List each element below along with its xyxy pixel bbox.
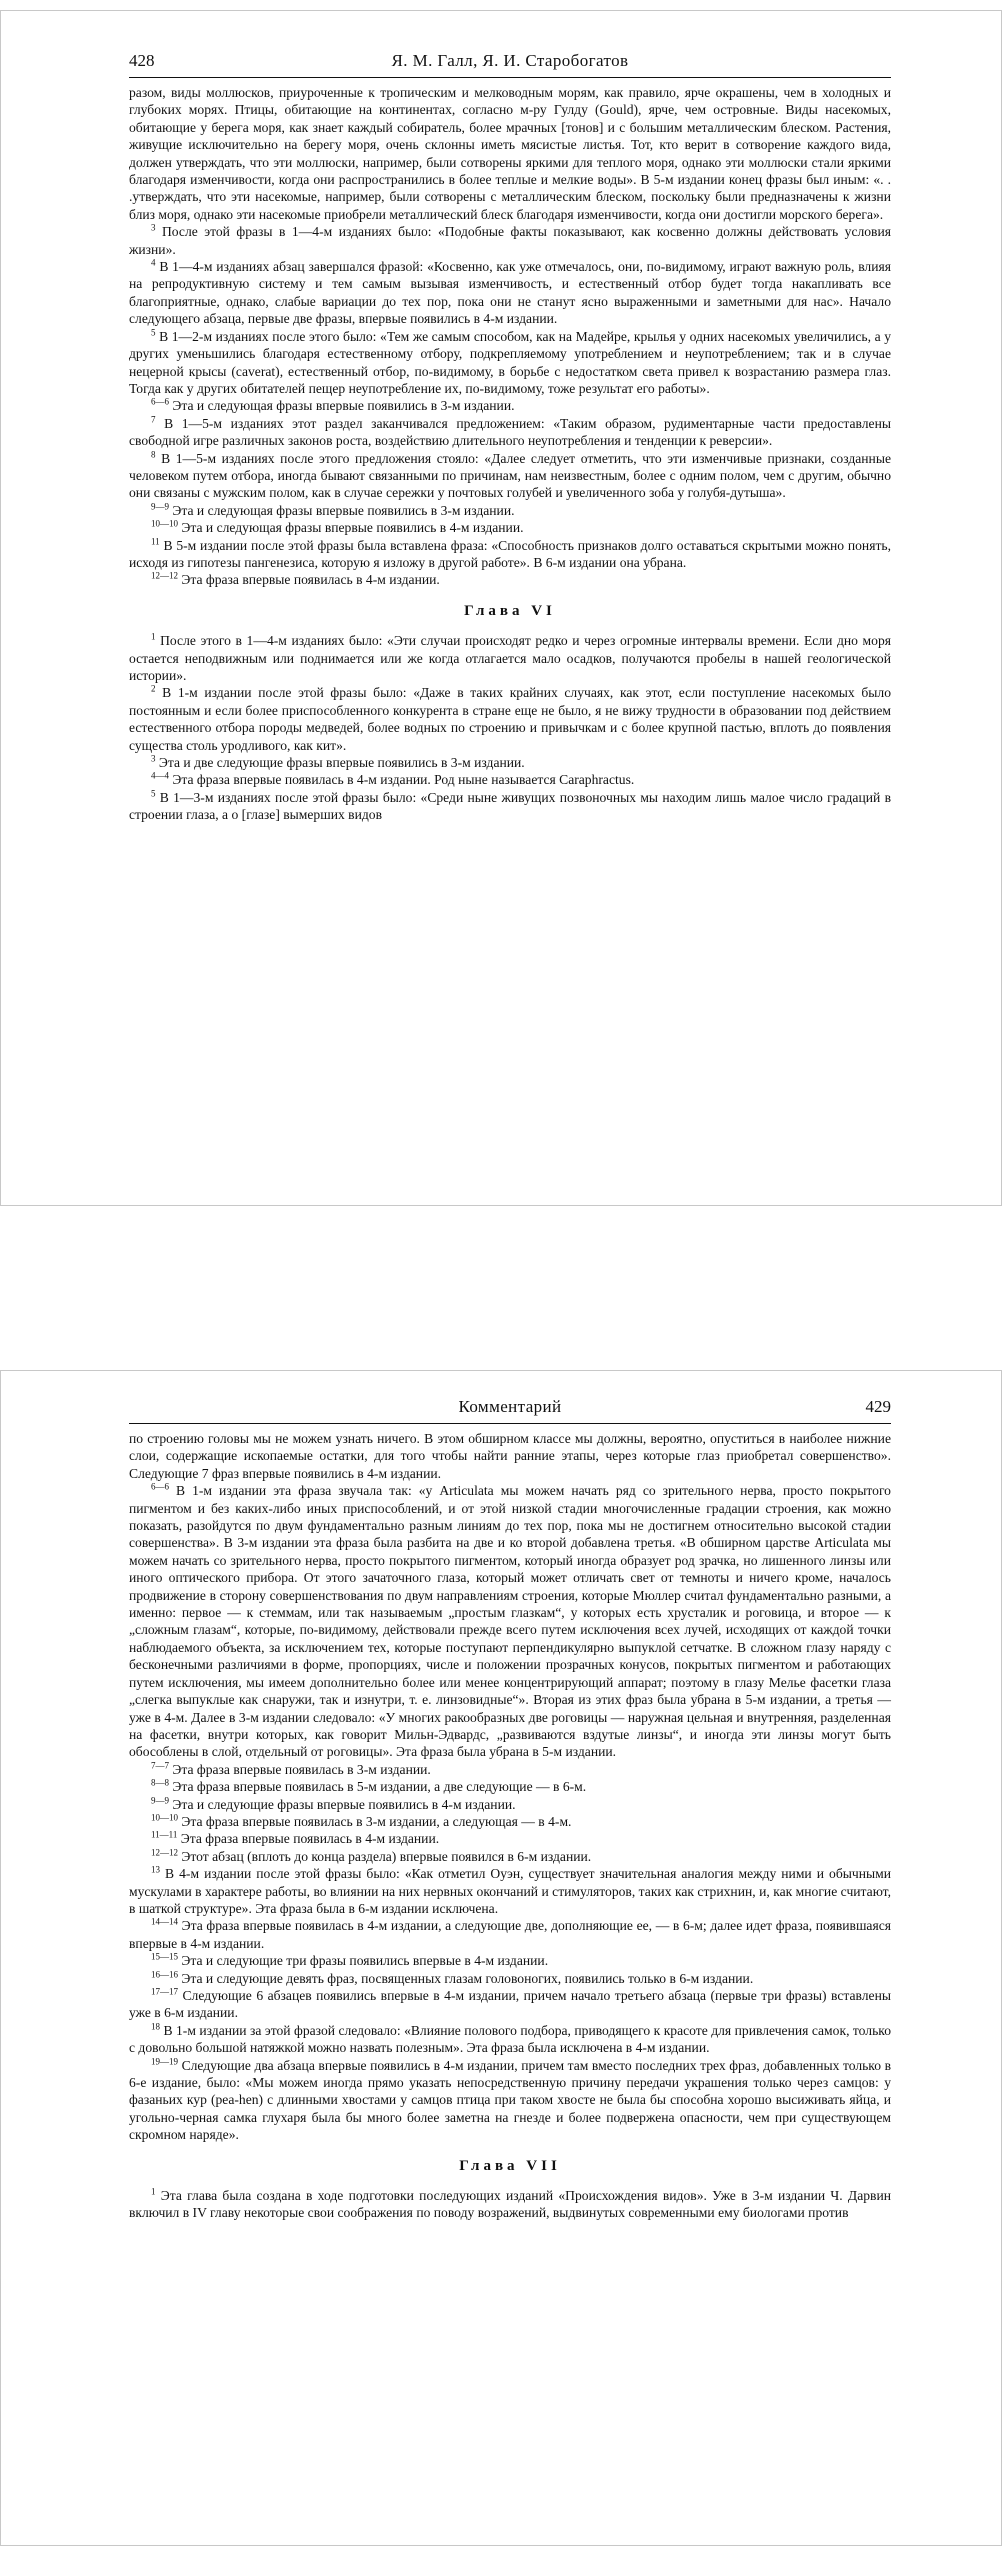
footnote-text: разом, виды моллюсков, приуроченные к тропическим и мелководным морям, как правило, ярче окрашены, чем в холодных и глубоких морях. Птицы, обитающие на континентах, согласно м-ру Гулду (Gould), ярче, чем островные. Виды насекомых, обитающие у берега моря, как знает каждый собиратель, более мрачных [тонов] и с большим металлическим блеском. Растения, живущие исключительно на берегу моря, очень склонны иметь мясистые листья. Тот, кто верит в сотворение каждого вида, должен утверждать, что эти моллюски, например, были сотворены яркими для теплого моря, однако эти моллюски стали яркими благодаря изменчивости, когда они распространились в более теплые и мелкие воды». В 5-м издании конец фразы был иным: «. . .утверждать, что эти насекомые, например, были сотворены с металлическим блеском, поскольку были предназначены к жизни близ моря, однако эти насекомые приобрели металлический блеск благодаря изменчивости, когда они достигли морского берега». [129, 85, 891, 222]
footnote-number: 10—10 [151, 518, 178, 529]
page-number: 429 [865, 1397, 891, 1416]
notes-block [129, 1430, 891, 2144]
footnote-text: Эта и следующая фразы впервые появились в 3-м издании. [172, 398, 515, 414]
footnote-text: Эта фраза впервые появилась в 4-м издании. Род ныне называется Caraphractus. [172, 772, 635, 788]
running-head-title: Комментарий [458, 1397, 562, 1416]
footnote-number: 16—16 [151, 1969, 178, 1980]
footnote-number: 6—6 [151, 1481, 169, 1492]
footnote-text: Эта фраза впервые появилась в 4-м издании. [181, 572, 440, 588]
footnote-paragraph [129, 1987, 891, 2022]
footnote-text: Следующие 6 абзацев появились впервые в 4-м издании, причем начало третьего абзаца (первые три фразы) вставлены уже в 6-м издании. [129, 1988, 891, 2021]
footnote-paragraph [129, 1830, 891, 1847]
notes-block [129, 84, 891, 589]
chapter-heading: Глава VI [464, 602, 556, 619]
footnote-number: 12—12 [151, 1847, 178, 1858]
footnote-text: Эта и две следующие фразы впервые появились в 3-м издании. [158, 755, 525, 771]
footnote-paragraph [129, 450, 891, 502]
footnote-paragraph [129, 571, 891, 588]
footnote-number: 10—10 [151, 1812, 178, 1823]
page-429 [0, 1370, 1002, 2546]
page-428 [0, 10, 1002, 1206]
footnote-number: 8 [151, 449, 156, 459]
footnote-number: 3 [151, 222, 156, 233]
footnote-text: Эта и следующие три фразы появились впервые в 4-м издании. [181, 1953, 549, 1969]
footnote-paragraph [129, 684, 891, 754]
footnote-text: Эта и следующие фразы впервые появились в 4-м издании. [172, 1796, 516, 1812]
footnote-paragraph [129, 258, 891, 328]
footnote-paragraph [129, 502, 891, 519]
footnote-paragraph [129, 632, 891, 684]
text-body [129, 1430, 891, 2222]
footnote-text: В 1—4-м изданиях абзац завершался фразой: «Косвенно, как уже отмечалось, они, по-видимому, играют важную роль, влияя на репродуктивную систему и тем самым вызывая изменчивость, и естественный отбор будет тогда накапливать все благоприятные, однако, слабые вариации до тех пор, пока они не станут ясно выраженными и заметными для нас». Начало следующего абзаца, первые две фразы, впервые появились в 4-м издании. [129, 259, 892, 327]
footnote-number: 9—9 [151, 501, 169, 512]
footnote-number: 6—6 [151, 396, 169, 407]
footnote-number: 15—15 [151, 1951, 178, 1962]
footnote-paragraph [129, 754, 891, 771]
footnote-paragraph [129, 1848, 891, 1865]
footnote-number: 3 [151, 753, 156, 764]
footnote-paragraph [129, 415, 891, 450]
footnote-text: В 1—2-м изданиях после этого было: «Тем же самым способом, как на Мадейре, крылья у одних насекомых увеличились, а у других уменьшились благодаря естественному отбору, подкрепляемому употреблением и неупотреблением; так и в случае нецерной крысы (caverat), естественный отбор, по-видимому, в борьбе с недостатком света привел к возрастанию размера глаз. Тогда как у других обитателей пещер неупотребление их, по-видимому, тоже результат его работы». [129, 328, 891, 396]
footnote-text: по строению головы мы не можем узнать ничего. В этом обширном классе мы должны, вероятно, опуститься в наиболее нижние слои, содержащие ископаемые остатки, для того чтобы найти ранние этапы, через которые глаз приобретал совершенство». Следующие 7 фраз впервые появились в 4-м издании. [129, 1431, 891, 1481]
footnote-text: Эта и следующие девять фраз, посвященных глазам головоногих, появились только в 6-м издании. [181, 1970, 754, 1986]
notes-block [129, 632, 891, 823]
footnote-number: 11 [151, 536, 160, 547]
notes-block [129, 2187, 891, 2222]
footnote-paragraph [129, 328, 891, 398]
footnote-text: В 1-м издании за этой фразой следовало: «Влияние полового подбора, приводящего к красоте для привлечения самок, только с довольно большой натяжкой можно назвать полезным». Эта фраза была исключена в 4-м издании. [129, 2022, 891, 2056]
footnote-text: В 5-м издании после этой фразы была вставлена фраза: «Способность признаков долго оставаться скрытыми можно понять, исходя из гипотезы пангенезиса, которую я изложу в другой работе». В 6-м издании она убрана. [129, 537, 891, 570]
footnote-text: В 4-м издании после этой фразы было: «Как отметил Оуэн, существует значительная аналогия между ними и обычными мускулами в характере работы, во влиянии на них нервных окончаний и стимуляторов, таких как стрихнин, и, как многие считают, в шаткой структуре». Эта фраза была в 6-м издании исключена. [129, 1866, 891, 1916]
footnote-number: 12—12 [151, 570, 178, 581]
footnote-number: 7 [151, 414, 156, 425]
footnote-text: В 1—3-м изданиях после этой фразы было: «Среди ныне живущих позвоночных мы находим лишь малое число градаций в строении глаза, а о [глазе] вымерших видов [129, 789, 891, 823]
page-number: 428 [129, 51, 155, 70]
footnote-paragraph [129, 537, 891, 572]
footnote-text: В 1—5-м изданиях этот раздел заканчивался предложением: «Таким образом, рудиментарные части предоставлены свободной игре различных законов роста, воздействию длительного неупотребления и тенденции к реверсии». [129, 415, 891, 449]
running-header [129, 51, 891, 78]
footnote-number: 4 [151, 257, 156, 268]
footnote-paragraph [129, 1970, 891, 1987]
footnote-text: Эта фраза впервые появилась в 4-м издании. [180, 1831, 440, 1847]
footnote-paragraph [129, 1430, 891, 1482]
footnote-number: 1 [151, 2186, 156, 2197]
footnote-number: 2 [151, 683, 156, 694]
footnote-text: Этот абзац (вплоть до конца раздела) впервые появился в 6-м издании. [181, 1848, 592, 1864]
footnote-paragraph [129, 1482, 891, 1761]
footnote-paragraph [129, 2022, 891, 2057]
footnote-text: В 1-м издании эта фраза звучала так: «у Articulata мы можем начать ряд со зрительного нерва, просто покрытого пигментом и без каких-либо иных приспособлений, и от этой низкой стадии многочисленные градации строения, как можно показать, разойдутся по двум фундаментально разным линиям до тех пор, пока мы не достигнем относительно высокой стадии совершенства». В 3-м издании эта фраза была разбита на две и ко второй добавлена третья. «В обширном царстве Articulata мы можем начать со зрительного нерва, просто покрытого пигментом, который иногда образует род зрачка, но лишенного линзы или иного оптического прибора. От этого зачаточного глаза, который может отличать свет от темноты и ничего кроме, началось продвижение в сторону совершенствования по двум направлениям строения, которые Мюллер считал фундаментально разными, а именно: первое — к стеммам, или так называемым „простым глазкам“, у которых есть хрусталик и роговица, и второе — к „сложным глазам“, которые, по-видимому, действовали прежде всего путем исключения всех лучей, исходящих от каждой точки наблюдаемого объекта, за исключением тех, которые поступают перпендикулярно выпуклой сетчатке. В сложном глазу наряду с бесконечными различиями в форме, пропорциях, числе и положении прозрачных конусов, покрытых пигментом и работающих путем исключения, мы имеем дополнительно более или менее концентрирующий аппарат; поэтому в глазу Мелье фасетки глаза „слегка выпуклые как снаружи, так и изнутри, т. е. линзовидные“». Вторая из этих фраз была убрана в 5-м издании, а третья — уже в 4-м. Далее в 3-м издании следовало: «У многих ракообразных две роговицы — наружная цельная и внутренняя, разделенная на фасетки, внутри которых, как говорит Мильн-Эдвардс, „развиваются вздутые линзы“, и иногда эти линзы могут быть обособлены в слой, отдельный от роговицы». Эта фраза была убрана в 5-м издании. [129, 1483, 891, 1760]
footnote-number: 1 [151, 631, 156, 642]
footnote-number: 8—8 [151, 1777, 169, 1788]
footnote-text: В 1—5-м изданиях после этого предложения стояло: «Далее следует отметить, что эти изменчивые признаки, созданные человеком путем отбора, иногда бывают связанными по причинам, нам неизвестным, более с одним полом, чем с другим, обычно они связаны с мужским полом, как в случае сережки у почтовых голубей и увеличенного зоба у голубя-дутыша». [129, 450, 891, 501]
footnote-number: 9—9 [151, 1795, 169, 1805]
footnote-text: Эта фраза впервые появилась в 3-м издании, а следующая — в 4-м. [181, 1813, 572, 1829]
footnote-number: 13 [151, 1864, 160, 1875]
footnote-paragraph [129, 1865, 891, 1917]
footnote-number: 5 [151, 327, 156, 338]
footnote-number: 17—17 [151, 1986, 178, 1997]
page-content [129, 1397, 891, 2222]
footnote-text: Эта глава была создана в ходе подготовки последующих изданий «Происхождения видов». Уже в 3-м издании Ч. Дарвин включил в IV главу некоторые свои соображения по поводу возражений, выдвинутых современными ему биологами против [129, 2188, 891, 2221]
footnote-paragraph [129, 1778, 891, 1795]
footnote-paragraph [129, 2057, 891, 2144]
footnote-paragraph [129, 223, 891, 258]
footnote-text: Следующие два абзаца впервые появились в 4-м издании, причем там вместо последних трех фраз, добавленных только в 6-е издание, было: «Мы можем иногда прямо указать непосредственную причину передачи украшения только через самцов: у фазаньих кур (pea-hen) с длинными хвостами у самцов птица при таком хвосте не была бы способна хорошо высиживать яйца, и угольно-черная самка глухаря была бы много более заметна на гнезде и более подвержена опасности, чем при существующем скромном наряде». [129, 2057, 891, 2143]
footnote-number: 19—19 [151, 2056, 178, 2067]
footnote-paragraph [129, 1796, 891, 1813]
footnote-number: 5 [151, 788, 156, 799]
footnote-paragraph [129, 397, 891, 414]
footnote-number: 18 [151, 2021, 160, 2032]
text-body [129, 84, 891, 824]
page-content [129, 51, 891, 824]
footnote-paragraph [129, 1761, 891, 1778]
footnote-paragraph [129, 1952, 891, 1969]
footnote-number: 4—4 [151, 770, 169, 781]
footnote-number: 11—11 [151, 1829, 178, 1840]
footnote-text: Эта фраза впервые появилась в 3-м издании. [172, 1761, 431, 1777]
footnote-paragraph [129, 1813, 891, 1830]
footnote-text: После этого в 1—4-м изданиях было: «Эти случаи происходят редко и через огромные интервалы времени. Если дно моря остается неподвижным или поднимается или же когда отлагается мало осадков, получаются пробелы в нашей геологической истории». [129, 633, 891, 683]
footnote-text: Эта фраза впервые появилась в 5-м издании, а две следующие — в 6-м. [172, 1779, 587, 1795]
footnote-text: Эта и следующая фразы впервые появились в 4-м издании. [181, 520, 524, 536]
running-header [129, 1397, 891, 1424]
chapter-heading: Глава VII [459, 2157, 561, 2174]
running-head-title: Я. М. Галл, Я. И. Старобогатов [391, 51, 629, 70]
footnote-number: 14—14 [151, 1916, 178, 1927]
footnote-paragraph [129, 84, 891, 223]
footnote-paragraph [129, 2187, 891, 2222]
footnote-number: 7—7 [151, 1760, 169, 1771]
footnote-text: После этой фразы в 1—4-м изданиях было: «Подобные факты показывают, как косвенно должны действовать условия жизни». [129, 224, 891, 257]
footnote-paragraph [129, 771, 891, 788]
footnote-paragraph [129, 789, 891, 824]
footnote-text: Эта и следующая фразы впервые появились в 3-м издании. [172, 502, 515, 518]
footnote-paragraph [129, 1917, 891, 1952]
footnote-text: Эта фраза впервые появилась в 4-м издании, а следующие две, дополняющие ее, — в 6-м; далее идет фраза, появившаяся впервые в 4-м издании. [129, 1918, 891, 1951]
footnote-paragraph [129, 519, 891, 536]
footnote-text: В 1-м издании после этой фразы было: «Даже в таких крайних случаях, как этот, если поступление насекомых было постоянным и если более приспособленного конкурента в стране еще не было, я не вижу трудности в образовании под действием естественного отбора породы медведей, более водных по строению и привычкам и с более крупной пастью, вплоть до появления существа столь уродливого, как кит». [129, 685, 891, 753]
